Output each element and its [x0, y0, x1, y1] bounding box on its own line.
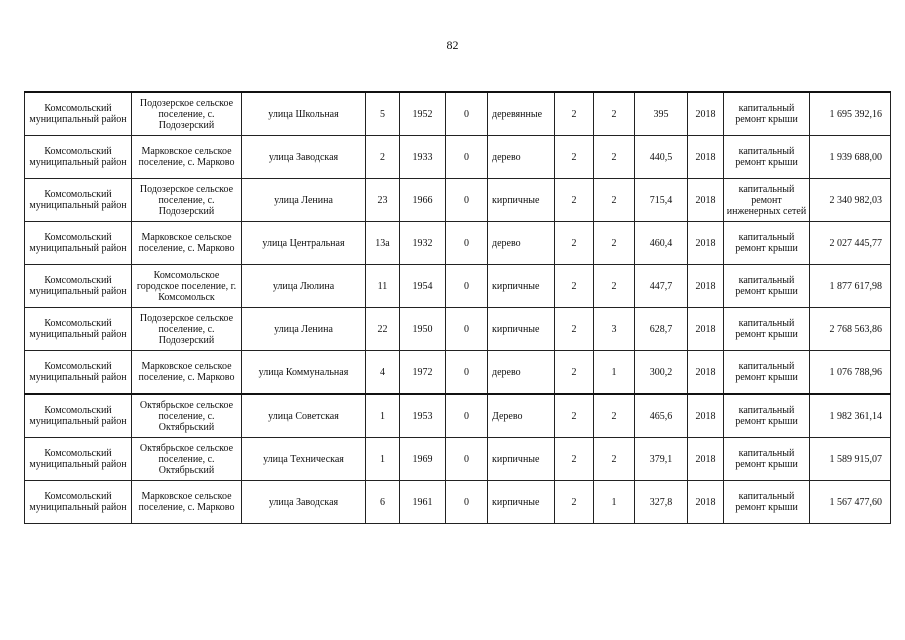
- house-number-cell: 4: [366, 351, 400, 395]
- work-type-cell: капитальный ремонт крыши: [724, 222, 810, 265]
- street-cell: улица Заводская: [242, 136, 366, 179]
- wall-material-cell: дерево: [488, 222, 555, 265]
- floors-cell: 2: [555, 394, 594, 438]
- district-cell: Комсомольский муниципальный район: [25, 179, 132, 222]
- floors-cell: 2: [555, 481, 594, 524]
- table-row: [25, 265, 891, 308]
- work-type-cell: капитальный ремонт инженерных сетей: [724, 179, 810, 222]
- wall-material-cell: кирпичные: [488, 179, 555, 222]
- district-cell: Комсомольский муниципальный район: [25, 92, 132, 136]
- zero-cell: 0: [446, 222, 488, 265]
- settlement-cell: Октябрьское сельское поселение, с. Октябрьский: [132, 438, 242, 481]
- build-year-cell: 1969: [400, 438, 446, 481]
- page-number: 82: [446, 38, 459, 52]
- house-number-cell: 5: [366, 92, 400, 136]
- floors-cell: 2: [555, 308, 594, 351]
- entrances-cell: 2: [594, 394, 635, 438]
- area-cell: 447,7: [635, 265, 688, 308]
- build-year-cell: 1953: [400, 394, 446, 438]
- plan-year-cell: 2018: [688, 308, 724, 351]
- zero-cell: 0: [446, 481, 488, 524]
- build-year-cell: 1932: [400, 222, 446, 265]
- work-type-cell: капитальный ремонт крыши: [724, 265, 810, 308]
- settlement-cell: Подозерское сельское поселение, с. Подозерский: [132, 308, 242, 351]
- house-number-cell: 11: [366, 265, 400, 308]
- wall-material-cell: кирпичные: [488, 481, 555, 524]
- wall-material-cell: кирпичные: [488, 308, 555, 351]
- plan-year-cell: 2018: [688, 481, 724, 524]
- entrances-cell: 2: [594, 438, 635, 481]
- entrances-cell: 2: [594, 92, 635, 136]
- entrances-cell: 2: [594, 136, 635, 179]
- table-row: [25, 179, 891, 222]
- house-number-cell: 13а: [366, 222, 400, 265]
- cost-cell: 1 695 392,16: [810, 92, 891, 136]
- wall-material-cell: Дерево: [488, 394, 555, 438]
- build-year-cell: 1961: [400, 481, 446, 524]
- area-cell: 395: [635, 92, 688, 136]
- zero-cell: 0: [446, 92, 488, 136]
- work-type-cell: капитальный ремонт крыши: [724, 438, 810, 481]
- table-row: [25, 136, 891, 179]
- district-cell: Комсомольский муниципальный район: [25, 351, 132, 395]
- work-type-cell: капитальный ремонт крыши: [724, 136, 810, 179]
- plan-year-cell: 2018: [688, 394, 724, 438]
- plan-year-cell: 2018: [688, 222, 724, 265]
- area-cell: 465,6: [635, 394, 688, 438]
- district-cell: Комсомольский муниципальный район: [25, 481, 132, 524]
- build-year-cell: 1952: [400, 92, 446, 136]
- district-cell: Комсомольский муниципальный район: [25, 438, 132, 481]
- district-cell: Комсомольский муниципальный район: [25, 308, 132, 351]
- table-row: [25, 308, 891, 351]
- area-cell: 379,1: [635, 438, 688, 481]
- build-year-cell: 1972: [400, 351, 446, 395]
- floors-cell: 2: [555, 265, 594, 308]
- build-year-cell: 1950: [400, 308, 446, 351]
- cost-cell: 2 340 982,03: [810, 179, 891, 222]
- zero-cell: 0: [446, 179, 488, 222]
- floors-cell: 2: [555, 136, 594, 179]
- plan-year-cell: 2018: [688, 136, 724, 179]
- cost-cell: 1 589 915,07: [810, 438, 891, 481]
- settlement-cell: Октябрьское сельское поселение, с. Октябрьский: [132, 394, 242, 438]
- district-cell: Комсомольский муниципальный район: [25, 222, 132, 265]
- wall-material-cell: деревянные: [488, 92, 555, 136]
- work-type-cell: капитальный ремонт крыши: [724, 351, 810, 395]
- entrances-cell: 2: [594, 265, 635, 308]
- street-cell: улица Коммунальная: [242, 351, 366, 395]
- area-cell: 440,5: [635, 136, 688, 179]
- plan-year-cell: 2018: [688, 438, 724, 481]
- build-year-cell: 1933: [400, 136, 446, 179]
- district-cell: Комсомольский муниципальный район: [25, 136, 132, 179]
- zero-cell: 0: [446, 265, 488, 308]
- wall-material-cell: дерево: [488, 136, 555, 179]
- area-cell: 715,4: [635, 179, 688, 222]
- work-type-cell: капитальный ремонт крыши: [724, 308, 810, 351]
- entrances-cell: 2: [594, 179, 635, 222]
- build-year-cell: 1966: [400, 179, 446, 222]
- entrances-cell: 1: [594, 351, 635, 395]
- settlement-cell: Марковское сельское поселение, с. Марково: [132, 351, 242, 395]
- plan-year-cell: 2018: [688, 351, 724, 395]
- house-number-cell: 1: [366, 394, 400, 438]
- table-row: [25, 351, 891, 395]
- table-row: [25, 481, 891, 524]
- house-number-cell: 23: [366, 179, 400, 222]
- table-row: [25, 438, 891, 481]
- work-type-cell: капитальный ремонт крыши: [724, 394, 810, 438]
- street-cell: улица Центральная: [242, 222, 366, 265]
- entrances-cell: 3: [594, 308, 635, 351]
- build-year-cell: 1954: [400, 265, 446, 308]
- street-cell: улица Советская: [242, 394, 366, 438]
- floors-cell: 2: [555, 92, 594, 136]
- wall-material-cell: дерево: [488, 351, 555, 395]
- settlement-cell: Комсомольское городское поселение, г. Комсомольск: [132, 265, 242, 308]
- wall-material-cell: кирпичные: [488, 265, 555, 308]
- street-cell: улица Техническая: [242, 438, 366, 481]
- table-row: [25, 394, 891, 438]
- house-number-cell: 1: [366, 438, 400, 481]
- floors-cell: 2: [555, 222, 594, 265]
- district-cell: Комсомольский муниципальный район: [25, 265, 132, 308]
- floors-cell: 2: [555, 438, 594, 481]
- work-type-cell: капитальный ремонт крыши: [724, 481, 810, 524]
- settlement-cell: Подозерское сельское поселение, с. Подозерский: [132, 92, 242, 136]
- floors-cell: 2: [555, 179, 594, 222]
- table-row: [25, 92, 891, 136]
- house-number-cell: 2: [366, 136, 400, 179]
- cost-cell: 1 567 477,60: [810, 481, 891, 524]
- house-number-cell: 22: [366, 308, 400, 351]
- cost-cell: 2 768 563,86: [810, 308, 891, 351]
- zero-cell: 0: [446, 438, 488, 481]
- street-cell: улица Заводская: [242, 481, 366, 524]
- street-cell: улица Ленина: [242, 308, 366, 351]
- wall-material-cell: кирпичные: [488, 438, 555, 481]
- cost-cell: 2 027 445,77: [810, 222, 891, 265]
- cost-cell: 1 982 361,14: [810, 394, 891, 438]
- table-row: [25, 222, 891, 265]
- area-cell: 460,4: [635, 222, 688, 265]
- street-cell: улица Люлина: [242, 265, 366, 308]
- area-cell: 628,7: [635, 308, 688, 351]
- zero-cell: 0: [446, 308, 488, 351]
- entrances-cell: 2: [594, 222, 635, 265]
- district-cell: Комсомольский муниципальный район: [25, 394, 132, 438]
- plan-year-cell: 2018: [688, 179, 724, 222]
- cost-cell: 1 076 788,96: [810, 351, 891, 395]
- floors-cell: 2: [555, 351, 594, 395]
- settlement-cell: Подозерское сельское поселение, с. Подозерский: [132, 179, 242, 222]
- table-body: [25, 92, 891, 524]
- zero-cell: 0: [446, 394, 488, 438]
- area-cell: 300,2: [635, 351, 688, 395]
- area-cell: 327,8: [635, 481, 688, 524]
- plan-year-cell: 2018: [688, 92, 724, 136]
- work-type-cell: капитальный ремонт крыши: [724, 92, 810, 136]
- repair-registry-table: [24, 91, 891, 524]
- street-cell: улица Ленина: [242, 179, 366, 222]
- street-cell: улица Школьная: [242, 92, 366, 136]
- cost-cell: 1 939 688,00: [810, 136, 891, 179]
- settlement-cell: Марковское сельское поселение, с. Марково: [132, 222, 242, 265]
- house-number-cell: 6: [366, 481, 400, 524]
- cost-cell: 1 877 617,98: [810, 265, 891, 308]
- plan-year-cell: 2018: [688, 265, 724, 308]
- entrances-cell: 1: [594, 481, 635, 524]
- settlement-cell: Марковское сельское поселение, с. Марково: [132, 481, 242, 524]
- zero-cell: 0: [446, 136, 488, 179]
- zero-cell: 0: [446, 351, 488, 395]
- settlement-cell: Марковское сельское поселение, с. Марково: [132, 136, 242, 179]
